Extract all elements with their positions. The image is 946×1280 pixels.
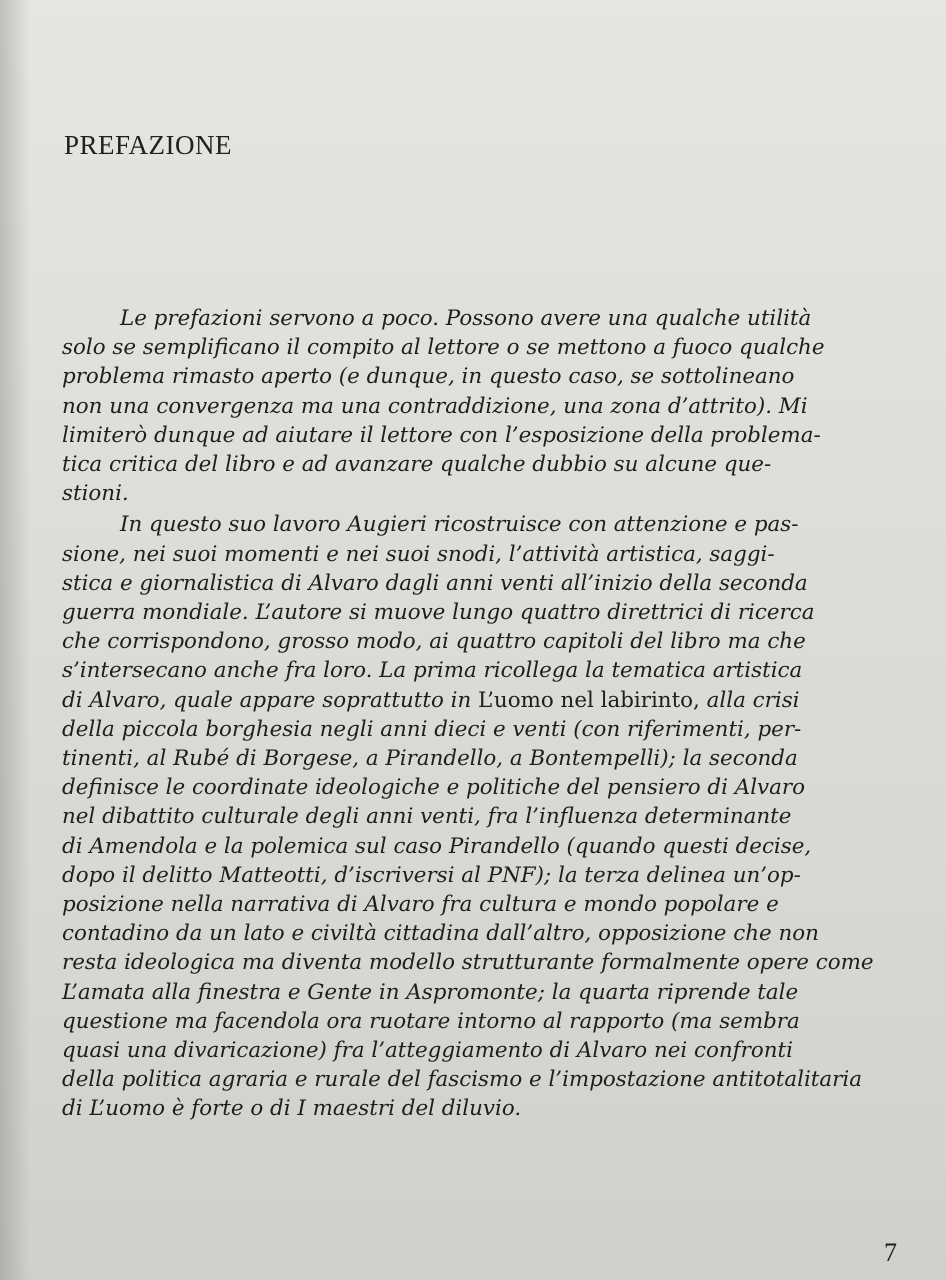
text-line: quasi una divaricazione) fra l’atteggiamento di Alvaro nei confronti bbox=[62, 1038, 793, 1064]
text-line: posizione nella narrativa di Alvaro fra cultura e mondo popolare e bbox=[62, 892, 779, 918]
text-line: stica e giornalistica di Alvaro dagli anni venti all’inizio della seconda bbox=[62, 570, 808, 596]
text-line: di L’uomo è forte o di I maestri del diluvio. bbox=[62, 1096, 522, 1122]
text-segment: alla crisi bbox=[699, 687, 800, 713]
text-line: In questo suo lavoro Augieri ricostruisce con attenzione e pas- bbox=[120, 512, 799, 538]
text-line: nel dibattito culturale degli anni venti, fra l’influenza determinante bbox=[62, 804, 792, 830]
text-line: questione ma facendola ora ruotare intorno al rapporto (ma sembra bbox=[62, 1008, 800, 1034]
text-line: L’amata alla finestra e Gente in Aspromonte; la quarta riprende tale bbox=[62, 979, 799, 1005]
text-line: della piccola borghesia negli anni dieci e venti (con riferimenti, per- bbox=[62, 716, 802, 742]
text-segment: di Alvaro, quale appare soprattutto in bbox=[62, 687, 479, 713]
text-line: della politica agraria e rurale del fascismo e l’impostazione antitotalitaria bbox=[62, 1067, 862, 1093]
paragraph-1 bbox=[62, 304, 908, 508]
page-number: 7 bbox=[884, 1238, 897, 1267]
text-line: dopo il delitto Matteotti, d’iscriversi al PNF); la terza delinea un’op- bbox=[62, 862, 801, 888]
text-line: guerra mondiale. L’autore si muove lungo quattro direttrici di ricerca bbox=[62, 600, 815, 626]
text-line: Le prefazioni servono a poco. Possono avere una qualche utilità bbox=[120, 306, 812, 331]
text-line: contadino da un lato e civiltà cittadina dall’altro, opposizione che non bbox=[62, 921, 819, 947]
book-title-reference: L’uomo nel labirinto, bbox=[478, 687, 700, 713]
text-line: limiterò dunque ad aiutare il lettore con l’esposizione della problema- bbox=[62, 422, 821, 448]
text-line: sione, nei suoi momenti e nei suoi snodi, l’attività artistica, saggi- bbox=[62, 541, 775, 567]
page-gutter-shadow bbox=[0, 0, 30, 1280]
paragraph-2 bbox=[62, 510, 908, 1123]
text-line: s’intersecano anche fra loro. La prima ricollega la tematica artistica bbox=[62, 658, 803, 684]
text-line: non una convergenza ma una contraddizione, una zona d’attrito). Mi bbox=[62, 393, 808, 419]
chapter-title: PREFAZIONE bbox=[64, 130, 233, 160]
text-line bbox=[62, 686, 908, 715]
text-line: tinenti, al Rubé di Borgese, a Pirandello, a Bontempelli); la seconda bbox=[62, 746, 798, 772]
text-line: problema rimasto aperto (e dunque, in questo caso, se sottolineano bbox=[62, 364, 795, 390]
text-line: solo se semplificano il compito al lettore o se mettono a fuoco qualche bbox=[62, 335, 825, 361]
body-text bbox=[62, 304, 908, 1124]
text-line: resta ideologica ma diventa modello strutturante formalmente opere come bbox=[62, 950, 874, 976]
text-line: stioni. bbox=[62, 481, 129, 507]
text-line: definisce le coordinate ideologiche e politiche del pensiero di Alvaro bbox=[62, 775, 806, 801]
text-line: di Amendola e la polemica sul caso Pirandello (quando questi decise, bbox=[62, 833, 812, 859]
text-line: che corrispondono, grosso modo, ai quattro capitoli del libro ma che bbox=[62, 629, 806, 655]
text-line: tica critica del libro e ad avanzare qualche dubbio su alcune que- bbox=[62, 452, 772, 478]
